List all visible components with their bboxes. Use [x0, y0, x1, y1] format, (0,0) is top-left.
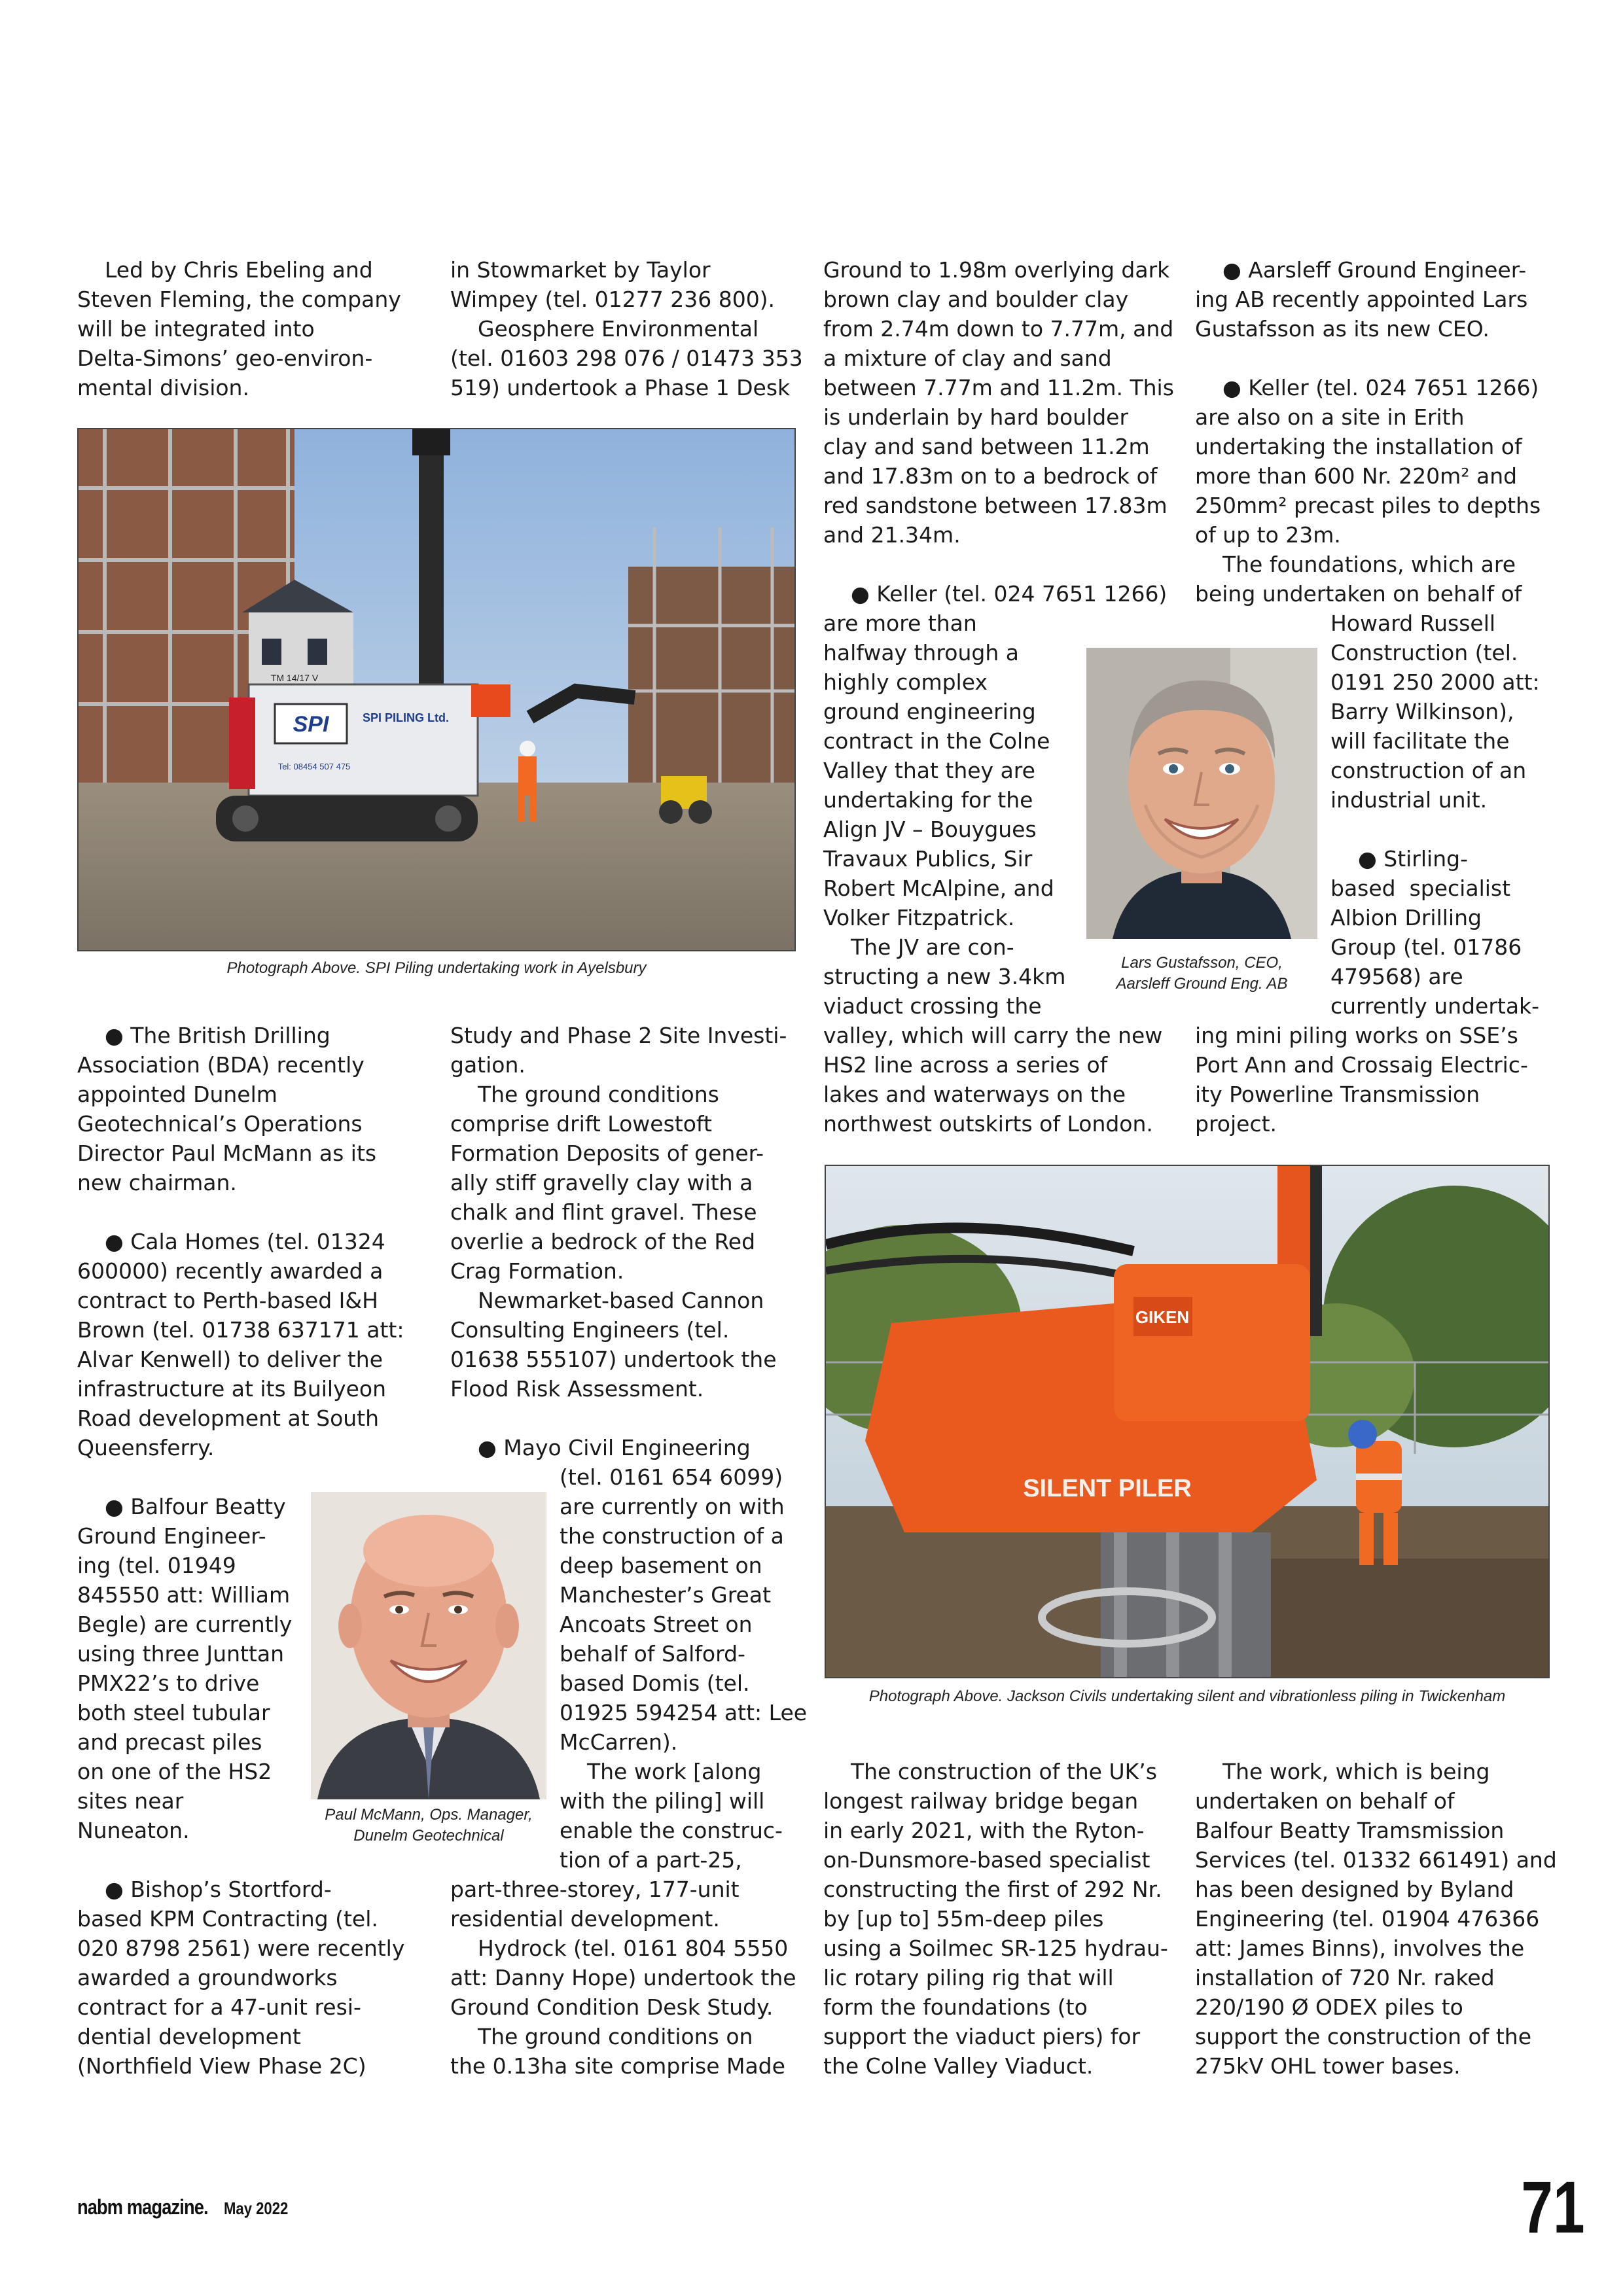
text-line: tion of a part-25, — [560, 1847, 742, 1873]
text-line: using three Junttan — [77, 1641, 284, 1667]
spi-piling-photo — [77, 428, 796, 951]
text-line: support the viaduct piers) for — [823, 2024, 1141, 2049]
text-line: Construction (tel. — [1330, 640, 1518, 665]
text-line: dential development — [77, 2024, 301, 2049]
text-line: 519) undertook a Phase 1 Desk — [450, 375, 791, 400]
text-line: ● Bishop’s Stortford- — [77, 1877, 332, 1902]
text-line: Ground to 1.98m overlying dark — [823, 257, 1170, 283]
text-line: halfway through a — [823, 640, 1019, 665]
text-line: Travaux Publics, Sir — [823, 846, 1033, 872]
text-line: Led by Chris Ebeling and — [77, 257, 373, 283]
text-line: support the construction of the — [1195, 2024, 1531, 2049]
text-line: and 17.83m on to a bedrock of — [823, 463, 1158, 489]
text-line: Ground Engineer- — [77, 1523, 266, 1549]
text-line: are more than — [823, 610, 977, 636]
lars-gustafsson-caption — [1086, 953, 1317, 995]
text-line: infrastructure at its Builyeon — [77, 1376, 387, 1402]
text-line: based KPM Contracting (tel. — [77, 1906, 378, 1932]
text-line: appointed Dunelm — [77, 1082, 277, 1107]
text-line: The JV are con- — [823, 934, 1014, 960]
text-line: Newmarket-based Cannon — [450, 1288, 764, 1313]
text-line: 479568) are — [1330, 964, 1463, 989]
text-line: overlie a bedrock of the Red — [450, 1229, 756, 1254]
text-line: ing AB recently appointed Lars — [1195, 287, 1528, 312]
text-line: Hydrock (tel. 0161 804 5550 — [450, 1935, 789, 1961]
spi-piling-rig-illustration — [79, 429, 794, 950]
text-line: Consulting Engineers (tel. — [450, 1317, 730, 1343]
text-line: 0191 250 2000 att: — [1330, 669, 1540, 695]
text-line: on-Dunsmore-based specialist — [823, 1847, 1150, 1873]
lars-gustafsson-portrait-illustration — [1086, 648, 1317, 939]
text-line: mental division. — [77, 375, 249, 400]
text-line: HS2 line across a series of — [823, 1052, 1108, 1078]
text-line: Albion Drilling — [1330, 905, 1482, 930]
col4-sse-text — [1195, 1021, 1548, 1139]
text-line: the 0.13ha site comprise Made — [450, 2053, 785, 2079]
text-line: Geotechnical’s Operations — [77, 1111, 363, 1137]
text-line: viaduct crossing the — [823, 993, 1042, 1019]
text-line: contract to Perth-based I&H — [77, 1288, 378, 1313]
text-line: ity Powerline Transmission — [1195, 1082, 1480, 1107]
text-line: the construction of a — [560, 1523, 784, 1549]
text-line: more than 600 Nr. 220m² and — [1195, 463, 1518, 489]
col2-mayo-heading-text — [450, 1433, 797, 1462]
text-line: Services (tel. 01332 661491) and — [1195, 1847, 1557, 1873]
text-line: installation of 720 Nr. raked — [1195, 1965, 1495, 1990]
text-line: has been designed by Byland — [1195, 1877, 1514, 1902]
text-line: Steven Fleming, the company — [77, 287, 401, 312]
text-line: The ground conditions on — [450, 2024, 753, 2049]
text-line: and 21.34m. — [823, 522, 961, 548]
text-line: both steel tubular — [77, 1700, 270, 1725]
col1-bda-text — [77, 1021, 391, 1197]
text-line: will facilitate the — [1330, 728, 1510, 754]
text-line: project. — [1195, 1111, 1277, 1137]
text-line: from 2.74m down to 7.77m, and — [823, 316, 1174, 342]
text-line: The work [along — [560, 1759, 762, 1784]
text-line: Gustafsson as its new CEO. — [1195, 316, 1489, 342]
text-line: with the piling] will — [560, 1788, 765, 1814]
text-line: Engineering (tel. 01904 476366 — [1195, 1906, 1540, 1932]
text-line: 01925 594254 att: Lee — [560, 1700, 808, 1725]
text-line: behalf of Salford- — [560, 1641, 745, 1667]
text-line: Ground Condition Desk Study. — [450, 1994, 774, 2020]
text-line: 220/190 Ø ODEX piles to — [1195, 1994, 1463, 2020]
text-line: Brown (tel. 01738 637171 att: — [77, 1317, 404, 1343]
text-line: (tel. 0161 654 6099) — [560, 1464, 783, 1490]
text-line: awarded a groundworks — [77, 1965, 338, 1990]
text-line: Nuneaton. — [77, 1818, 190, 1843]
col2-hydrock-text — [450, 1875, 797, 2081]
text-line: Flood Risk Assessment. — [450, 1376, 704, 1402]
text-line: industrial unit. — [1330, 787, 1488, 813]
text-line: (Northfield View Phase 2C) — [77, 2053, 366, 2079]
text-line: Volker Fitzpatrick. — [823, 905, 1015, 930]
text-line: Geosphere Environmental — [450, 316, 759, 342]
text-line: Port Ann and Crossaig Electric- — [1195, 1052, 1528, 1078]
text-line: Paul McMann, Ops. Manager, — [325, 1806, 533, 1824]
col1-intro-text — [77, 255, 401, 402]
text-line: Road development at South — [77, 1405, 380, 1431]
jackson-civils-photo — [825, 1165, 1550, 1678]
text-line: contract for a 47-unit resi- — [77, 1994, 361, 2020]
col4-balfour-transmission-text — [1195, 1757, 1557, 2081]
text-line: brown clay and boulder clay — [823, 287, 1129, 312]
spi-tel-text: Tel: 08454 507 475 — [277, 762, 351, 771]
paul-mcmann-caption — [301, 1805, 556, 1846]
col2-intro-text — [450, 255, 803, 402]
text-line: 250mm² precast piles to depths — [1195, 493, 1541, 518]
text-line: Manchester’s Great — [560, 1582, 772, 1608]
text-line: part-three-storey, 177-unit — [450, 1877, 740, 1902]
text-line: Photograph Above. SPI Piling undertaking work in Ayelsbury — [226, 959, 647, 977]
text-line: enable the construc- — [560, 1818, 783, 1843]
text-line: Delta-Simons’ geo-environ- — [77, 345, 373, 371]
text-line: The ground conditions — [450, 1082, 719, 1107]
text-line: ● Keller (tel. 024 7651 1266) — [1195, 375, 1539, 400]
text-line: undertaking for the — [823, 787, 1033, 813]
col4-keller-erith-text — [1195, 373, 1548, 609]
text-line: 01638 555107) undertook the — [450, 1347, 777, 1372]
text-line: att: Danny Hope) undertook the — [450, 1965, 796, 1990]
text-line: using a Soilmec SR-125 hydrau- — [823, 1935, 1168, 1961]
text-line: undertaken on behalf of — [1195, 1788, 1455, 1814]
text-line: highly complex — [823, 669, 988, 695]
col1-balfour-text — [77, 1492, 300, 1845]
text-line: of up to 23m. — [1195, 522, 1341, 548]
text-line: ground engineering — [823, 699, 1036, 724]
text-line: is underlain by hard boulder — [823, 404, 1129, 430]
paul-mcmann-portrait-illustration — [311, 1492, 546, 1799]
page-number: 71 — [1521, 2166, 1585, 2248]
text-line: chalk and flint gravel. These — [450, 1199, 757, 1225]
text-line: valley, which will carry the new — [823, 1023, 1163, 1048]
text-line: Association (BDA) recently — [77, 1052, 365, 1078]
giken-logo-text: GIKEN — [1135, 1307, 1190, 1327]
jackson-civils-piler-illustration — [826, 1166, 1548, 1677]
text-line: The construction of the UK’s — [823, 1759, 1157, 1784]
text-line: new chairman. — [77, 1170, 237, 1195]
text-line: comprise drift Lowestoft — [450, 1111, 712, 1137]
text-line: are also on a site in Erith — [1195, 404, 1465, 430]
text-line: a mixture of clay and sand — [823, 345, 1112, 371]
rig-code-text: TM 14/17 V — [270, 673, 319, 683]
text-line: Valley that they are — [823, 758, 1035, 783]
text-line: 600000) recently awarded a — [77, 1258, 383, 1284]
text-line: in early 2021, with the Ryton- — [823, 1818, 1145, 1843]
paul-mcmann-portrait — [311, 1492, 546, 1799]
col3-viaduct-text — [823, 1757, 1177, 2081]
text-line: att: James Binns), involves the — [1195, 1935, 1525, 1961]
text-line: residential development. — [450, 1906, 720, 1932]
jackson-civils-caption — [825, 1686, 1550, 1707]
text-line: 275kV OHL tower bases. — [1195, 2053, 1461, 2079]
col4-aarsleff-text — [1195, 255, 1548, 344]
col4-stirling-text — [1330, 844, 1553, 1021]
text-line: currently undertak- — [1330, 993, 1540, 1019]
text-line: are currently on with — [560, 1494, 785, 1519]
text-line: Group (tel. 01786 — [1330, 934, 1522, 960]
text-line: between 7.77m and 11.2m. This — [823, 375, 1174, 400]
text-line: Wimpey (tel. 01277 236 800). — [450, 287, 776, 312]
text-line: based specialist — [1330, 875, 1511, 901]
text-line: constructing the first of 292 Nr. — [823, 1877, 1162, 1902]
text-line: ● Mayo Civil Engineering — [450, 1435, 751, 1460]
text-line: based Domis (tel. — [560, 1670, 750, 1696]
text-line: undertaking the installation of — [1195, 434, 1522, 459]
text-line: Formation Deposits of gener- — [450, 1140, 764, 1166]
lars-gustafsson-portrait — [1086, 648, 1317, 939]
magazine-name: nabm magazine. — [77, 2195, 208, 2219]
silent-piler-text: SILENT PILER — [1023, 1475, 1192, 1502]
text-line: Barry Wilkinson), — [1330, 699, 1514, 724]
col4-howard-russell-text — [1330, 609, 1553, 815]
text-line: Photograph Above. Jackson Civils undertaking silent and vibrationless piling in Twickenham — [868, 1687, 1506, 1705]
text-line: ● Balfour Beatty — [77, 1494, 286, 1519]
col2-study-text — [450, 1021, 797, 1404]
text-line: McCarren). — [560, 1729, 678, 1755]
text-line: Ancoats Street on — [560, 1612, 753, 1637]
text-line: Begle) are currently — [77, 1612, 293, 1637]
text-line: Howard Russell — [1330, 610, 1496, 636]
text-line: ● Cala Homes (tel. 01324 — [77, 1229, 385, 1254]
text-line: ● The British Drilling — [77, 1023, 330, 1048]
text-line: PMX22’s to drive — [77, 1670, 260, 1696]
spi-piling-caption — [77, 958, 796, 979]
text-line: Align JV – Bouygues — [823, 817, 1037, 842]
spi-logo-text: SPI — [293, 712, 329, 737]
text-line: red sandstone between 17.83m — [823, 493, 1168, 518]
text-line: by [up to] 55m-deep piles — [823, 1906, 1104, 1932]
col3-ground-text — [823, 255, 1177, 550]
text-line: ally stiff gravelly clay with a — [450, 1170, 753, 1195]
text-line: 020 8798 2561) were recently — [77, 1935, 405, 1961]
text-line: structing a new 3.4km — [823, 964, 1066, 989]
text-line: lic rotary piling rig that will — [823, 1965, 1114, 1990]
text-line: The work, which is being — [1195, 1759, 1490, 1784]
text-line: Balfour Beatty Tramsmission — [1195, 1818, 1505, 1843]
text-line: form the foundations (to — [823, 1994, 1088, 2020]
text-line: northwest outskirts of London. — [823, 1111, 1153, 1137]
col1-cala-text — [77, 1227, 404, 1462]
text-line: Robert McAlpine, and — [823, 875, 1054, 901]
text-line: and precast piles — [77, 1729, 262, 1755]
issue-date: May 2022 — [224, 2199, 289, 2218]
text-line: (tel. 01603 298 076 / 01473 353 — [450, 345, 803, 371]
text-line: clay and sand between 11.2m — [823, 434, 1150, 459]
text-line: Queensferry. — [77, 1435, 215, 1460]
text-line: Director Paul McMann as its — [77, 1140, 377, 1166]
text-line: longest railway bridge began — [823, 1788, 1139, 1814]
text-line: the Colne Valley Viaduct. — [823, 2053, 1094, 2079]
text-line: Aarsleff Ground Eng. AB — [1116, 975, 1288, 993]
text-line: Crag Formation. — [450, 1258, 624, 1284]
text-line: 845550 att: William — [77, 1582, 291, 1608]
text-line: gation. — [450, 1052, 526, 1078]
text-line: Alvar Kenwell) to deliver the — [77, 1347, 383, 1372]
text-line: ing mini piling works on SSE’s — [1195, 1023, 1518, 1048]
col2-mayo-text — [560, 1462, 808, 1875]
text-line: in Stowmarket by Taylor — [450, 257, 711, 283]
spi-banner-text: SPI PILING Ltd. — [362, 711, 450, 724]
text-line: ● Keller (tel. 024 7651 1266) — [823, 581, 1168, 607]
text-line: on one of the HS2 — [77, 1759, 272, 1784]
col1-kpm-text — [77, 1875, 405, 2081]
text-line: deep basement on — [560, 1553, 762, 1578]
text-line: Lars Gustafsson, CEO, — [1121, 954, 1283, 972]
text-line: construction of an — [1330, 758, 1527, 783]
text-line: Study and Phase 2 Site Investi- — [450, 1023, 787, 1048]
text-line: The foundations, which are — [1195, 552, 1516, 577]
text-line: lakes and waterways on the — [823, 1082, 1126, 1107]
text-line: Dunelm Geotechnical — [353, 1827, 504, 1845]
text-line: ● Aarsleff Ground Engineer- — [1195, 257, 1527, 283]
text-line: being undertaken on behalf of — [1195, 581, 1522, 607]
text-line: ing (tel. 01949 — [77, 1553, 236, 1578]
text-line: ● Stirling- — [1330, 846, 1468, 872]
text-line: sites near — [77, 1788, 184, 1814]
text-line: will be integrated into — [77, 316, 315, 342]
text-line: contract in the Colne — [823, 728, 1050, 754]
